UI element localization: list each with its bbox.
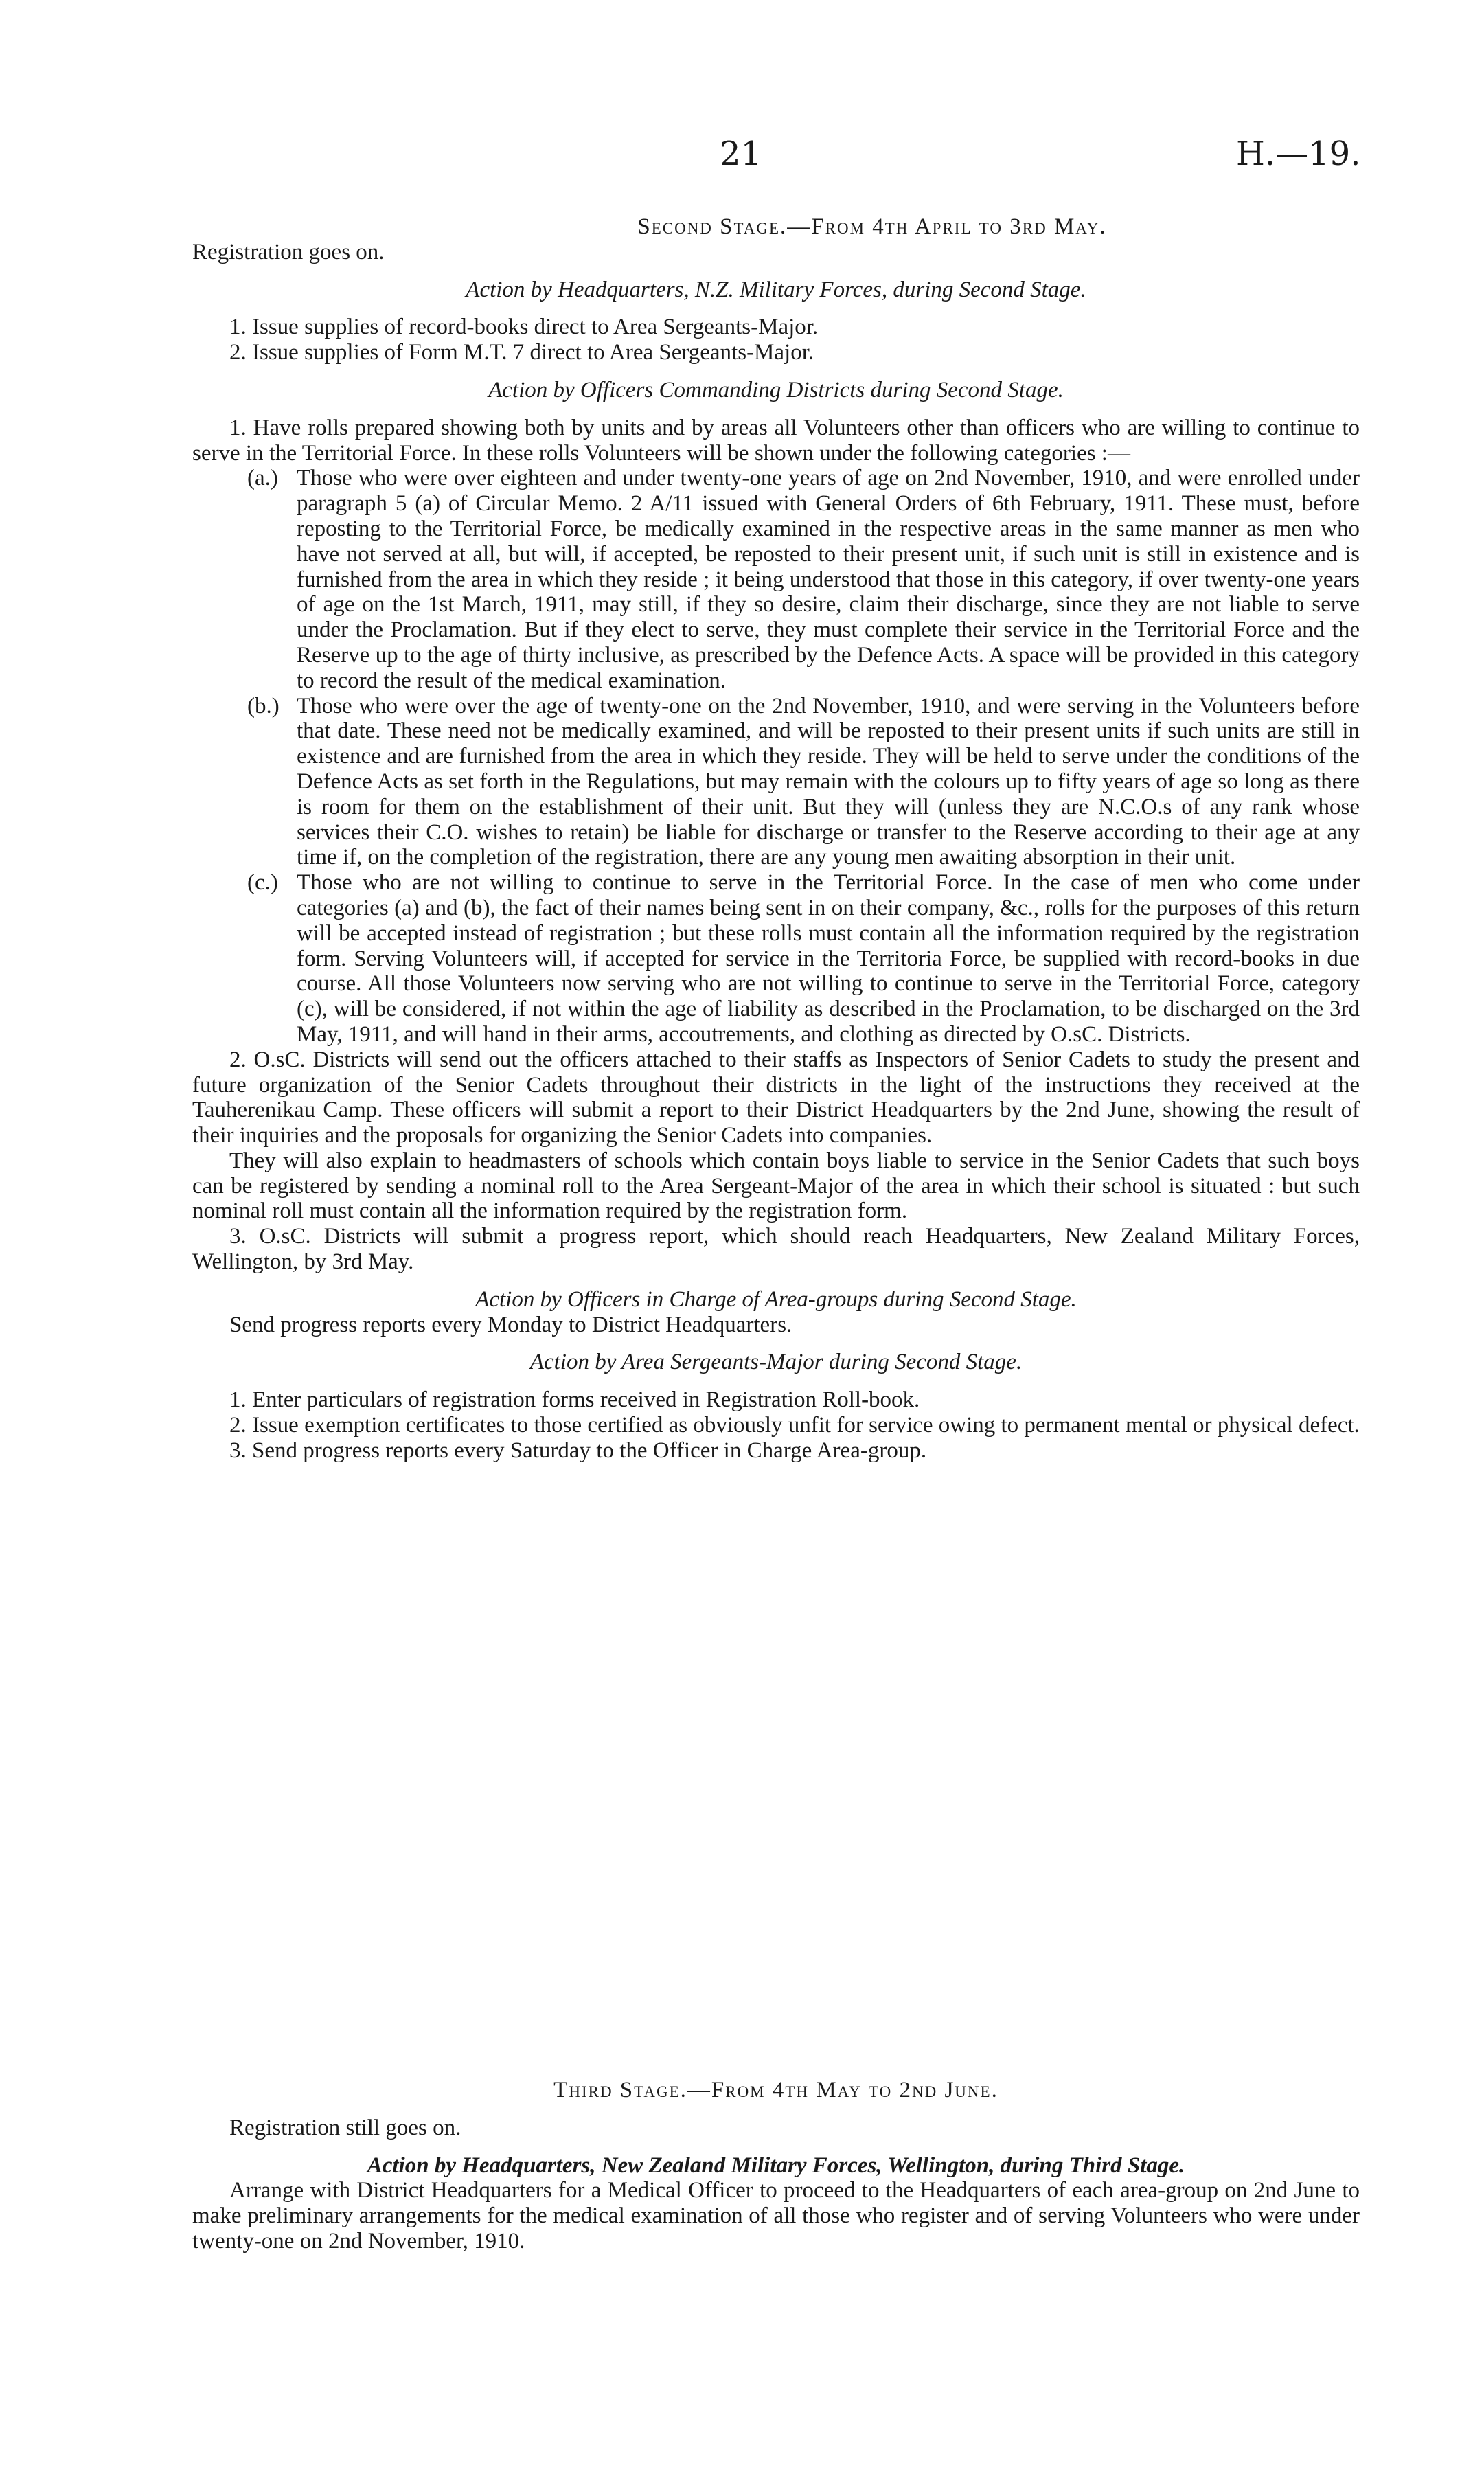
oag-text: Send progress reports every Monday to District Headquarters. bbox=[229, 1312, 792, 1337]
asm-second-stage-heading: Action by Area Sergeants-Major during Second Stage. bbox=[529, 1350, 1023, 1375]
hq-third-stage-heading: Action by Headquarters, New Zealand Military Forces, Wellington, during Third Stage. bbox=[367, 2153, 1185, 2178]
page-number: 21 bbox=[720, 135, 762, 173]
ocd-item-2: 2. O.sC. Districts will send out the officers attached to their staffs as Inspectors of Senior Cadets to study the present and future organization of the Senior Cadets throughout their districts in the light of the instructions they received at the Tauherenikau Camp. These officers will submit a report to their District Headquarters by the 2nd June, showing the result of their inquiries and the proposals for organizing the Senior Cadets into companies. bbox=[192, 1047, 1360, 1148]
category-a bbox=[247, 466, 1360, 693]
second-stage-heading: Second Stage.—From 4th April to 3rd May. bbox=[637, 214, 1107, 239]
ocd-second-stage-heading: Action by Officers Commanding Districts during Second Stage. bbox=[488, 377, 1064, 402]
category-a-text: Those who were over eighteen and under twenty-one years of age on 2nd November, 1910, and were enrolled under paragraph 5 (a) of Circular Memo. 2 A/11 issued with General Orders of 6th February, 1911. These must, before reposting to the Territorial Force, be medically examined in the respective areas in the same manner as men who have not served at all, but will, if accepted, be reposted to their present unit, if such unit is still in existence and is furnished from the area in which they reside ; it being understood that those in this category, if over twenty-one years of age on the 1st March, 1911, may still, if they so desire, claim their discharge, since they are not liable to serve under the Proclamation. But if they elect to serve, they must complete their service in the Territorial Force and the Reserve up to the age of thirty inclusive, as prescribed by the Defence Acts. A space will be provided in this category to record the result of the medical examination. bbox=[297, 466, 1360, 693]
hq-second-stage-heading: Action by Headquarters, N.Z. Military Forces, during Second Stage. bbox=[466, 277, 1086, 302]
document-reference: H.—19. bbox=[1236, 135, 1361, 173]
category-b-label: (b.) bbox=[247, 693, 279, 718]
second-stage-intro: Registration goes on. bbox=[192, 239, 385, 264]
third-stage-intro: Registration still goes on. bbox=[229, 2115, 461, 2140]
asm-item-1: 1. Enter particulars of registration forms received in Registration Roll-book. bbox=[229, 1387, 920, 1413]
category-c-text: Those who are not willing to continue to serve in the Territorial Force. In the case of men who come under categories (a) and (b), the fact of their names being sent in on their company, &c., rolls for the purposes of this return will be accepted instead of registration ; but these rolls must contain all the information required by the registration form. Serving Volunteers will, if accepted for service in the Territoria Force, be supplied with record-books in due course. All those Volunteers now serving who are not willing to continue to serve in the Territorial Force, category (c), will be considered, if not within the age of liability as described in the Proclamation, to be discharged on the 3rd May, 1911, and will hand in their arms, accoutrements, and clothing as directed by O.sC. Districts. bbox=[297, 870, 1360, 1047]
hq-third-stage-text: Arrange with District Headquarters for a Medical Officer to proceed to the Headquarters of each area-group on 2nd June to make preliminary arrangements for the medical examination of all those who register and of serving Volunteers who were under twenty-one on 2nd November, 1910. bbox=[192, 2178, 1360, 2254]
oag-second-stage-heading: Action by Officers in Charge of Area-groups during Second Stage. bbox=[475, 1286, 1077, 1312]
category-c bbox=[247, 870, 1360, 1047]
third-stage-section bbox=[192, 2078, 1360, 2254]
third-stage-heading: Third Stage.—From 4th May to 2nd June. bbox=[553, 2078, 998, 2102]
category-b-text: Those who were over the age of twenty-one on the 2nd November, 1910, and were serving in the Volunteers before that date. These need not be medically examined, and will be reposted to their present units if such units are still in existence and are furnished from the area in which they reside. They will be held to serve under the conditions of the Defence Acts as set forth in the Regulations, but may remain with the colours up to fifty years of age so long as there is room for them on the establishment of their unit. But they will (unless they are N.C.O.s of any rank whose services their C.O. wishes to retain) be liable for discharge or transfer to the Reserve according to their age at any time if, on the completion of the registration, there are any young men awaiting absorption in their unit. bbox=[297, 693, 1360, 870]
ocd-item-2-continued: They will also explain to headmasters of schools which contain boys liable to service in the Senior Cadets that such boys can be registered by sending a nominal roll to the Area Sergeant-Major of the area in which their school is situated : but such nominal roll must contain all the information required by the registration form. bbox=[192, 1148, 1360, 1224]
ocd-item-1: 1. Have rolls prepared showing both by units and by areas all Volunteers other than officers who are willing to continue to serve in the Territorial Force. In these rolls Volunteers will be shown under the following categories :— bbox=[192, 415, 1360, 466]
hq-item-1: 1. Issue supplies of record-books direct to Area Sergeants-Major. bbox=[229, 315, 819, 340]
asm-item-3: 3. Send progress reports every Saturday to the Officer in Charge Area-group. bbox=[229, 1438, 927, 1463]
asm-item-2: 2. Issue exemption certificates to those certified as obviously unfit for service owing to permanent mental or physical defect. bbox=[229, 1413, 1360, 1438]
ocd-item-3: 3. O.sC. Districts will submit a progress report, which should reach Headquarters, New Zealand Military Forces, Wellington, by 3rd May. bbox=[192, 1224, 1360, 1275]
hq-item-2: 2. Issue supplies of Form M.T. 7 direct to Area Sergeants-Major. bbox=[229, 340, 814, 365]
category-c-label: (c.) bbox=[247, 870, 278, 896]
category-a-label: (a.) bbox=[247, 466, 278, 491]
category-b bbox=[247, 694, 1360, 871]
second-stage-section bbox=[192, 214, 1360, 1464]
